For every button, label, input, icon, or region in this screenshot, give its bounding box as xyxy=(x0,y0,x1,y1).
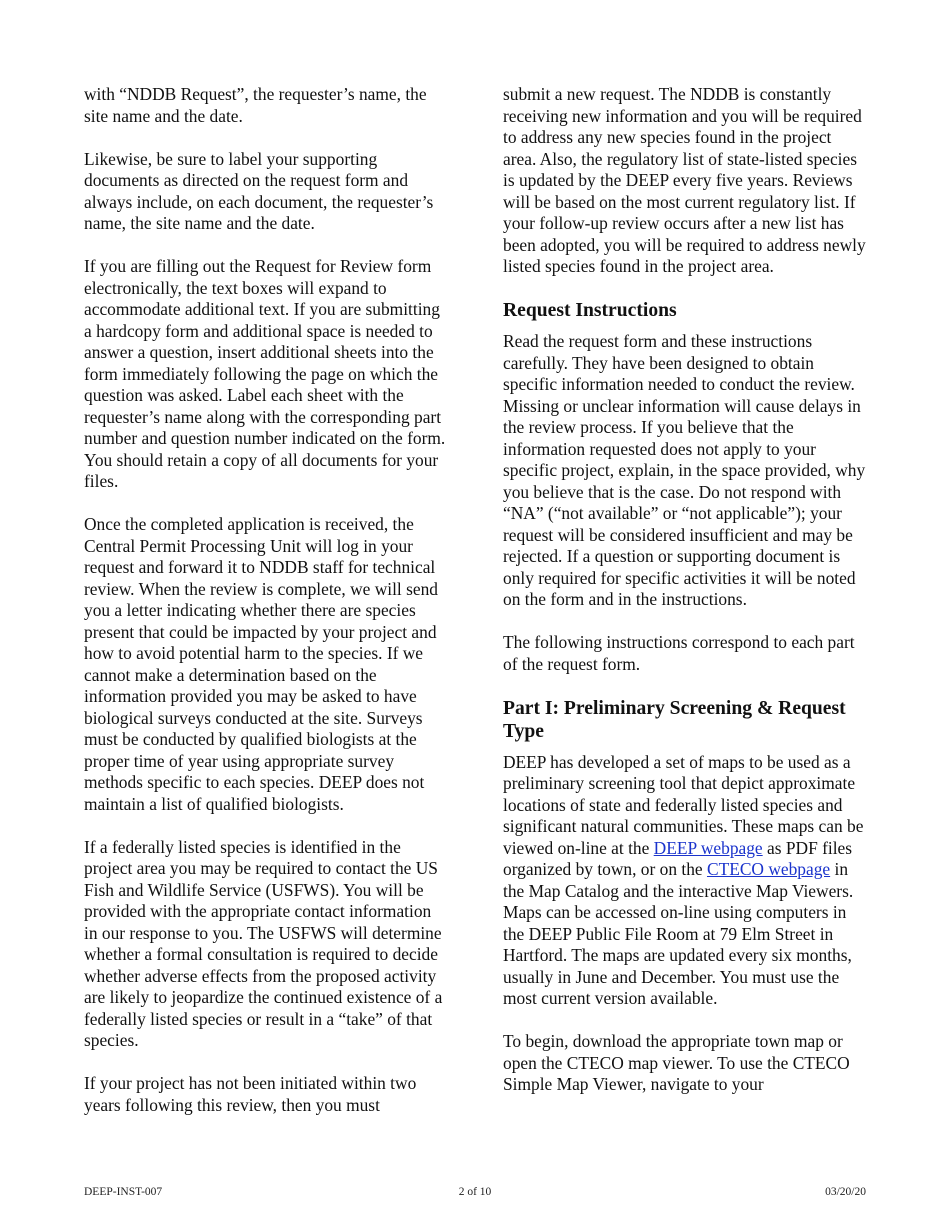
paragraph: with “NDDB Request”, the requester’s name, the site name and the date. xyxy=(84,84,427,126)
left-column xyxy=(84,84,448,1138)
section-heading-request-instructions: Request Instructions xyxy=(503,300,677,321)
right-column xyxy=(503,84,867,1117)
text-span: as PDF files organized by town, or on the xyxy=(503,837,853,879)
cteco-webpage-link[interactable]: CTECO webpage xyxy=(706,859,831,879)
deep-webpage-link[interactable]: DEEP webpage xyxy=(653,837,763,858)
paragraph: If you are filling out the Request for Review form electronically, the text boxes will expand to accommodate additional text. If you are submitting a hardcopy form and additional space is needed to answer a question, insert additional sheets into the form immediately following the page on which the question was asked. Label each sheet with the requester’s name along with the corresponding part number and question number indicated on the form. You should retain a copy of all documents for your files. xyxy=(84,256,446,491)
footer-page-number: 2 of 10 xyxy=(458,1186,492,1198)
footer-date: 03/20/20 xyxy=(825,1186,866,1198)
section-heading-part-i: Part I: Preliminary Screening & Request Type xyxy=(503,697,846,742)
paragraph: The following instructions correspond to each part of the request form. xyxy=(503,632,855,674)
paragraph-maps xyxy=(503,752,867,1010)
paragraph: submit a new request. The NDDB is constantly receiving new information and you will be required to address any new species found in the project area. Also, the regulatory list of state-listed species is updated by the DEEP every five years. Reviews will be based on the most current regulatory list. If your follow-up review occurs after a new list has been adopted, you will be required to address newly listed species found in the project area. xyxy=(503,84,866,276)
paragraph: Likewise, be sure to label your supporting documents as directed on the request form and always include, on each document, the requester’s name, the site name and the date. xyxy=(84,148,434,233)
paragraph: Read the request form and these instructions carefully. They have been designed to obtain specific information needed to conduct the review. Missing or unclear information will cause delays in the review process. If you believe that the information requested does not apply to your specific project, explain, in the space provided, why you believe that is the case. Do not respond with “NA” (“not available” or “not applicable”); your request will be considered insufficient and may be rejected. If a question or supporting document is only required for specific activities it will be noted on the form and in the instructions. xyxy=(503,331,866,609)
paragraph: If your project has not been initiated within two years following this review, then you must xyxy=(84,1073,417,1115)
paragraph: Once the completed application is received, the Central Permit Processing Unit will log in your request and forward it to NDDB staff for technical review. When the review is complete, we will send you a letter indicating whether there are species present that could be impacted by your project and how to avoid potential harm to the species. If we cannot make a determination based on the information provided you may be asked to have biological surveys conducted at the site. Surveys must be conducted by qualified biologists at the proper time of year using appropriate survey methods specific to each species. DEEP does not maintain a list of qualified biologists. xyxy=(84,514,438,814)
paragraph: To begin, download the appropriate town map or open the CTECO map viewer. To use the CTECO Simple Map Viewer, navigate to your xyxy=(503,1031,850,1094)
paragraph: If a federally listed species is identified in the project area you may be required to contact the US Fish and Wildlife Service (USFWS). You will be provided with the appropriate contact information in our response to you. The USFWS will determine whether a formal consultation is required to decide whether adverse effects from the proposed activity are likely to jeopardize the continued existence of a federally listed species or result in a “take” of that species. xyxy=(84,836,443,1050)
text-span: in the Map Catalog and the interactive Map Viewers. Maps can be accessed on-line using computers in the DEEP Public File Room at 79 Elm Street in Hartford. The maps are updated every six months, usually in June and December. You must use the most current version available. xyxy=(503,859,854,1008)
footer-doc-id: DEEP-INST-007 xyxy=(84,1186,163,1198)
text-span: DEEP has developed a set of maps to be used as a preliminary screening tool that depict approximate locations of state and federally listed species and significant natural communities. These maps can be viewed on-line at the xyxy=(503,751,864,858)
